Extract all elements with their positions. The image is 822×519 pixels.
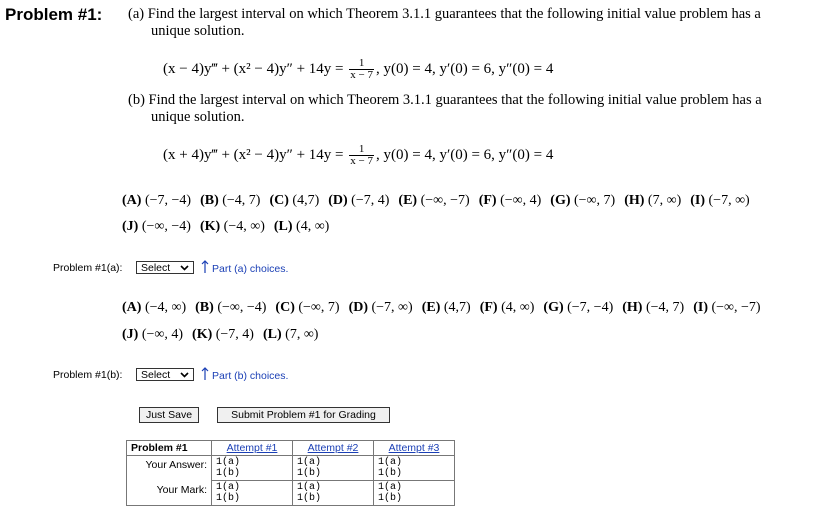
choice-value: (4,7) [288,193,320,208]
choice-value: (−7, ∞) [368,300,413,315]
choice-key: (G) [543,300,564,315]
part-a-label: (a) [128,6,145,22]
choice-item [693,300,760,315]
equation-a-left: (x − 4)y‴ + (x² − 4)y″ + 14y = [163,60,344,77]
choice-value: (−∞, 7) [570,193,616,208]
choice-value: (−∞, 7) [294,300,340,315]
choice-value: (−∞, −7) [417,193,470,208]
choice-value: (−4, 7) [218,193,261,208]
choice-item [622,300,684,315]
choice-key: (E) [421,300,441,315]
part-a-text-line2: unique solution. [151,23,245,39]
choice-value: (−7, 4) [347,193,390,208]
choice-item [122,300,186,315]
equation-b-fraction [349,144,374,167]
choice-value: (−∞, −4) [213,300,267,315]
chevron-down-icon [180,265,189,271]
answer-a-hint: Part (a) choices. [212,263,289,275]
choice-value: (−7, ∞) [705,193,750,208]
choice-value: (7, ∞) [644,193,682,208]
chevron-down-icon [180,372,189,378]
answer-a-select[interactable] [136,261,194,274]
choice-key: (B) [195,300,214,315]
answer-cell-2: 1(a) 1(b) [293,456,374,481]
equation-b-left: (x + 4)y‴ + (x² − 4)y″ + 14y = [163,146,344,163]
your-mark-label: Your Mark: [127,481,212,506]
your-answer-label: Your Answer: [127,456,212,481]
equation-a-frac-num: 1 [349,58,374,70]
choice-item [398,193,469,208]
choice-key: (E) [398,193,418,208]
equation-a [163,58,553,81]
submit-problem-button[interactable]: Submit Problem #1 for Grading [217,407,390,423]
choice-item [122,327,183,342]
choice-item [349,300,413,315]
choice-value: (−∞, 4) [138,327,184,342]
choice-value: (−∞, 4) [496,193,542,208]
choice-key: (I) [693,300,708,315]
equation-a-right: , y(0) = 4, y′(0) = 6, y″(0) = 4 [376,60,554,77]
equation-b [163,144,553,167]
choice-key: (B) [200,193,219,208]
choice-item [543,300,613,315]
attempt-1-link[interactable]: Attempt #1 [212,441,293,456]
results-table [126,440,455,506]
choice-value: (−4, ∞) [220,219,265,234]
choice-key: (F) [478,193,497,208]
choice-item [624,193,681,208]
choice-item [195,300,266,315]
choice-key: (I) [690,193,706,208]
choice-value: (4, ∞) [497,300,535,315]
equation-b-frac-num: 1 [349,144,374,156]
answer-a-label: Problem #1(a): [53,262,123,274]
arrow-up-icon [201,367,209,381]
choices-a-line1 [122,193,759,209]
part-a-text-line1 [128,6,761,23]
equation-a-fraction [349,58,374,81]
choices-b-line2 [122,327,327,343]
choice-key: (L) [262,327,282,342]
answer-a-select-value: Select [141,262,171,274]
choice-key: (K) [199,219,221,234]
table-row [127,481,455,506]
choice-item [275,300,339,315]
just-save-button[interactable]: Just Save [139,407,199,423]
choice-item [422,300,471,315]
mark-cell-1: 1(a) 1(b) [212,481,293,506]
choice-key: (F) [479,300,498,315]
answer-b-select-value: Select [141,369,171,381]
problem-title: Problem #1: [5,5,103,24]
choice-item [263,327,318,342]
choice-item [200,193,260,208]
choice-value: (4,7) [440,300,471,315]
answer-cell-3: 1(a) 1(b) [374,456,455,481]
equation-a-frac-den: x − 7 [350,69,373,81]
choice-value: (−4, 7) [642,300,685,315]
mark-cell-2: 1(a) 1(b) [293,481,374,506]
choice-value: (−7, 4) [212,327,254,342]
choice-item [122,219,191,234]
choice-key: (H) [622,300,643,315]
choice-key: (C) [275,300,295,315]
attempt-3-link[interactable]: Attempt #3 [374,441,455,456]
choice-key: (J) [122,327,139,342]
choice-value: (−∞, −4) [138,219,191,234]
answer-b-label: Problem #1(b): [53,369,123,381]
equation-b-right: , y(0) = 4, y′(0) = 6, y″(0) = 4 [376,146,554,163]
choice-key: (A) [122,193,142,208]
choice-value: (−7, −4) [141,193,192,208]
choice-value: (−7, −4) [563,300,614,315]
equation-b-frac-den: x − 7 [350,155,373,167]
table-row [127,456,455,481]
choice-key: (L) [273,219,293,234]
choice-item [200,219,265,234]
choice-value: (4, ∞) [292,219,330,234]
choice-item [192,327,254,342]
choice-key: (K) [192,327,213,342]
part-a-line1: Find the largest interval on which Theorem 3.1.1 guarantees that the following initial value problem has a [147,6,761,22]
choice-key: (J) [122,219,139,234]
choice-key: (D) [348,300,368,315]
choice-item [479,193,542,208]
choice-key: (H) [624,193,645,208]
choice-key: (A) [122,300,142,315]
choice-value: (7, ∞) [281,327,319,342]
choice-item [274,219,329,234]
part-b-line1: Find the largest interval on which Theorem 3.1.1 guarantees that the following initial value problem has a [148,92,762,108]
arrow-up-icon [201,260,209,274]
choice-key: (C) [269,193,289,208]
choice-key: (G) [550,193,571,208]
choice-item [269,193,319,208]
part-b-label: (b) [128,92,145,108]
choice-item [550,193,615,208]
answer-b-select[interactable] [136,368,194,381]
answer-cell-1: 1(a) 1(b) [212,456,293,481]
answer-b-hint: Part (b) choices. [212,370,289,382]
choice-item [328,193,389,208]
choice-item [690,193,749,208]
part-b-text-line1 [128,92,762,109]
choice-key: (D) [328,193,348,208]
choices-b-line1 [122,300,770,316]
attempt-2-link[interactable]: Attempt #2 [293,441,374,456]
choice-value: (−4, ∞) [141,300,187,315]
choices-a-line2 [122,219,338,235]
choice-item [480,300,535,315]
choice-value: (−∞, −7) [707,300,761,315]
results-header: Problem #1 [127,441,212,456]
mark-cell-3: 1(a) 1(b) [374,481,455,506]
choice-item [122,193,191,208]
part-b-text-line2: unique solution. [151,109,245,125]
